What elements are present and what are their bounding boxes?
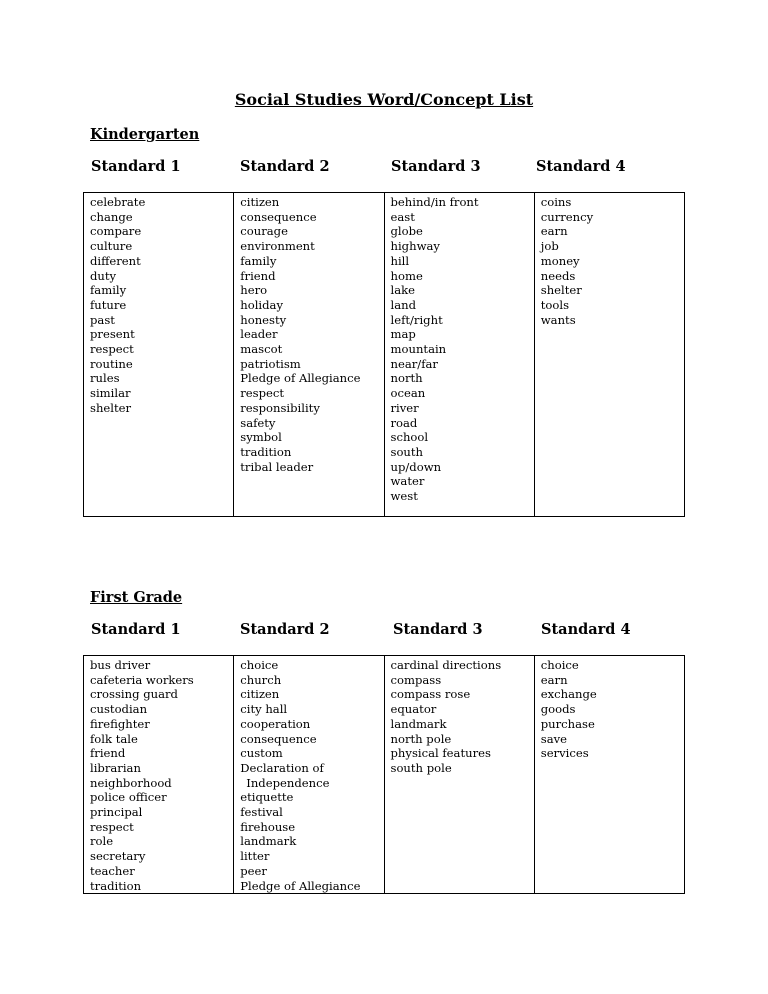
word-item: save [540, 731, 568, 746]
standard-heading: Standard 4 [541, 621, 631, 638]
word-item: courage [240, 224, 288, 239]
word-item: litter [240, 849, 270, 864]
word-item: highway [390, 239, 440, 254]
standards-header-row [83, 621, 685, 643]
word-column [234, 656, 384, 894]
word-item: change [90, 209, 133, 224]
word-item: friend [90, 746, 126, 761]
word-item: holiday [240, 297, 283, 312]
word-item: festival [240, 805, 283, 820]
word-item: goods [540, 702, 576, 717]
word-item: respect [90, 342, 134, 357]
word-item: tradition [90, 878, 142, 893]
word-item: compass [390, 672, 442, 687]
word-item: land [390, 297, 417, 312]
section-heading-first-grade: First Grade [90, 589, 183, 606]
word-item: cooperation [240, 716, 311, 731]
word-item: school [390, 430, 429, 445]
word-item: choice [240, 658, 279, 672]
word-item: purchase [540, 716, 595, 731]
word-item: earn [540, 672, 568, 687]
word-item: map [390, 327, 416, 342]
word-item: physical features [390, 746, 491, 761]
word-item: behind/in front [390, 195, 479, 209]
word-item: firehouse [240, 819, 296, 834]
word-item: exchange [540, 687, 597, 702]
word-item: compare [90, 224, 142, 239]
word-item: shelter [90, 400, 132, 415]
word-column [84, 656, 234, 894]
word-item: hero [240, 283, 268, 298]
word-column [534, 193, 684, 517]
word-item: role [90, 834, 114, 849]
word-item: east [390, 209, 415, 224]
word-item: responsibility [240, 400, 320, 415]
word-item: left/right [390, 312, 443, 327]
word-item: respect [90, 819, 134, 834]
word-item: job [540, 239, 559, 254]
word-item: earn [540, 224, 568, 239]
word-item: equator [390, 702, 437, 717]
word-item: globe [390, 224, 423, 239]
word-item: currency [540, 209, 594, 224]
word-item: city hall [240, 702, 288, 717]
word-item: north pole [390, 731, 452, 746]
word-item: cardinal directions [390, 658, 502, 672]
word-item: routine [90, 356, 133, 371]
word-item: librarian [90, 760, 141, 775]
word-item: custom [240, 746, 283, 761]
standard-heading: Standard 2 [240, 158, 330, 175]
word-item: consequence [240, 731, 317, 746]
word-item: landmark [240, 834, 297, 849]
word-item: future [90, 297, 127, 312]
word-item: near/far [390, 356, 438, 371]
word-item: respect [240, 386, 285, 401]
word-item: symbol [240, 430, 282, 445]
word-item: present [90, 327, 135, 342]
word-item: citizen [240, 687, 280, 702]
word-column [534, 656, 684, 894]
word-item: cafeteria workers [90, 672, 194, 687]
word-item: different [90, 253, 141, 268]
standard-heading: Standard 4 [536, 158, 626, 175]
word-item: services [540, 746, 589, 761]
section-heading-kindergarten: Kindergarten [90, 126, 200, 143]
word-item: principal [90, 805, 143, 820]
word-item: family [90, 283, 127, 298]
word-item: similar [90, 386, 131, 401]
word-item: folk tale [90, 731, 138, 746]
word-item: honesty [240, 312, 287, 327]
word-item: coins [540, 195, 572, 209]
standard-heading: Standard 3 [391, 158, 481, 175]
word-item: Independence [246, 775, 330, 790]
word-column [234, 193, 384, 517]
standard-heading: Standard 2 [240, 621, 330, 638]
word-item: family [240, 253, 277, 268]
word-item: police officer [90, 790, 167, 805]
word-item: ocean [390, 386, 426, 401]
table-row [84, 193, 685, 517]
word-item: etiquette [240, 790, 294, 805]
word-item: tools [540, 297, 570, 312]
word-item: leader [240, 327, 278, 342]
word-item: mountain [390, 342, 447, 357]
word-item: culture [90, 239, 133, 254]
standard-heading: Standard 1 [91, 158, 181, 175]
word-item: environment [240, 239, 315, 254]
word-item: safety [240, 415, 276, 430]
word-item: needs [540, 268, 576, 283]
word-item: firefighter [90, 716, 150, 731]
page-title: Social Studies Word/Concept List [234, 90, 534, 109]
word-item: secretary [90, 849, 146, 864]
word-item: tribal leader [240, 459, 314, 474]
word-item: up/down [390, 459, 442, 474]
kindergarten-word-table [83, 192, 685, 517]
word-item: river [390, 400, 419, 415]
word-item: tradition [240, 444, 292, 459]
word-item: celebrate [90, 195, 146, 209]
word-item: shelter [540, 283, 582, 298]
word-item: teacher [90, 863, 135, 878]
word-column [84, 193, 234, 517]
word-item: hill [390, 253, 410, 268]
word-item: citizen [240, 195, 280, 209]
word-item: consequence [240, 209, 317, 224]
word-item: bus driver [90, 658, 151, 672]
word-item: past [90, 312, 115, 327]
word-item: friend [240, 268, 276, 283]
word-item: road [390, 415, 418, 430]
word-item: wants [540, 312, 576, 327]
word-item: crossing guard [90, 687, 178, 702]
word-item: Pledge of Allegiance [240, 371, 361, 386]
word-item: landmark [390, 716, 447, 731]
word-item: north [390, 371, 423, 386]
word-item: south pole [390, 760, 452, 775]
word-item: rules [90, 371, 120, 386]
word-item: Declaration of [240, 760, 324, 775]
word-item: patriotism [240, 356, 301, 371]
standards-header-row [83, 158, 685, 180]
standard-heading: Standard 3 [393, 621, 483, 638]
word-item: neighborhood [90, 775, 172, 790]
word-item: home [390, 268, 423, 283]
word-item: lake [390, 283, 416, 298]
word-item: choice [540, 658, 579, 672]
first-grade-word-table [83, 655, 685, 894]
word-item: custodian [90, 702, 148, 717]
word-item: water [390, 474, 425, 489]
word-column [384, 193, 534, 517]
word-column [384, 656, 534, 894]
table-row [84, 656, 685, 894]
word-item: church [240, 672, 282, 687]
word-item: compass rose [390, 687, 471, 702]
word-item: duty [90, 268, 117, 283]
word-item: Pledge of Allegiance [240, 878, 361, 893]
word-item: peer [240, 863, 267, 878]
word-item: money [540, 253, 580, 268]
word-item: mascot [240, 342, 283, 357]
word-item: west [390, 489, 418, 504]
word-item: south [390, 444, 424, 459]
standard-heading: Standard 1 [91, 621, 181, 638]
